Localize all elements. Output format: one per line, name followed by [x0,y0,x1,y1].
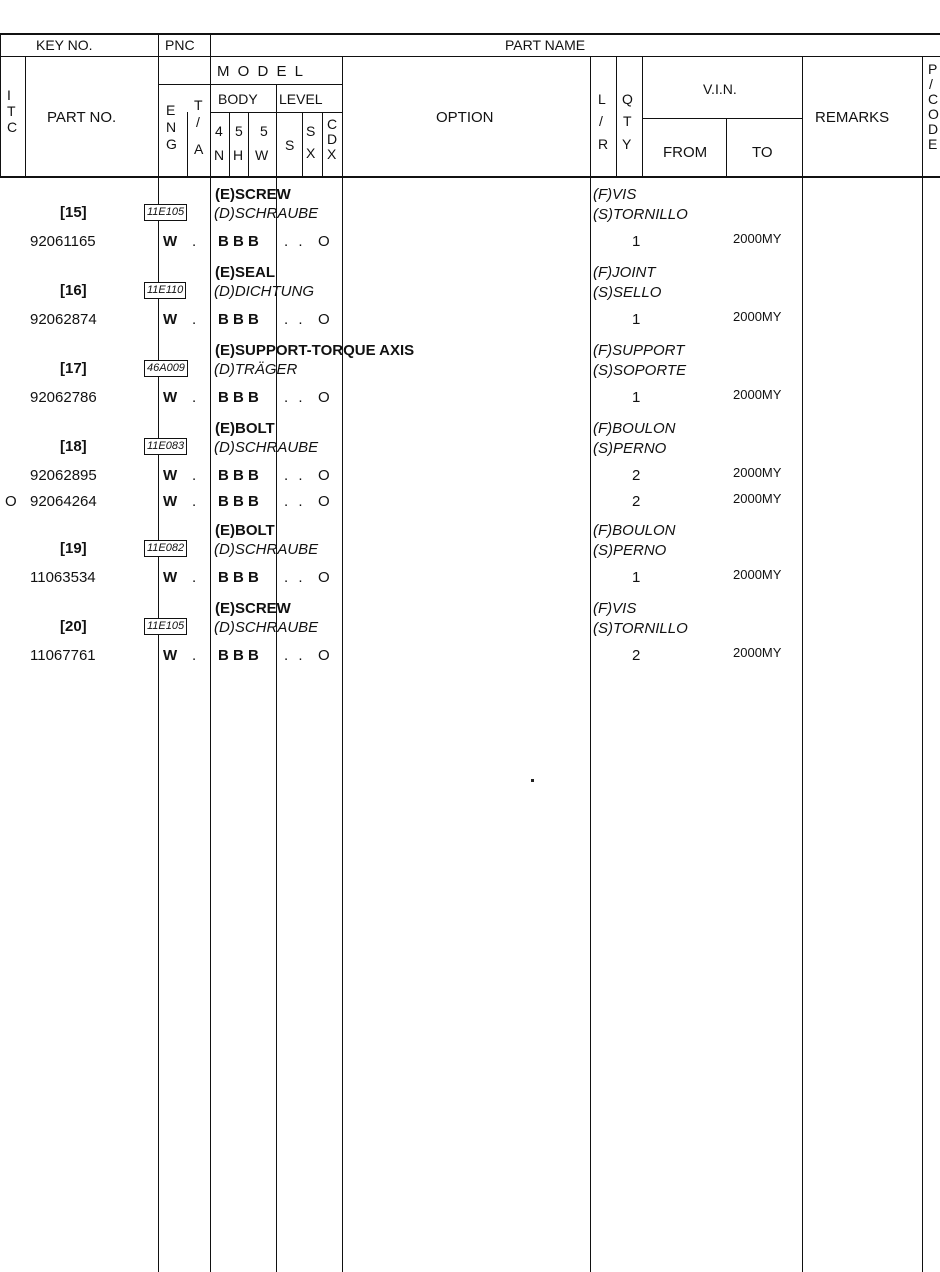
key-no-header: KEY NO. [36,37,93,53]
col-line-vin [642,56,643,178]
pnc-box: 11E082 [144,540,187,557]
eng-code: W [163,233,179,250]
part-name-fr: (F)SUPPORT [593,342,685,359]
body-codes: B B B [218,647,259,664]
pnc-header: PNC [165,37,195,53]
ta-header-1: T [194,97,203,113]
header-bottom-border [0,176,940,178]
key-no: [20] [60,618,87,635]
cdx-code: O [318,233,330,250]
part-name-en: (E)BOLT [215,420,275,437]
body-codes: B B B [218,467,259,484]
col-line-pnc [210,33,211,1272]
part-name-en: (E)SUPPORT-TORQUE AXIS [215,342,415,359]
eng-code: W [163,647,179,664]
part-name-es: (S)PERNO [593,440,667,457]
level-s-header: S [285,137,295,153]
pcode-header-5: D [928,121,939,137]
vin-to-header: TO [752,144,773,161]
part-number: 92061165 [30,233,96,250]
eng-header-3: G [166,136,177,152]
col-line-remarks [802,56,803,1272]
eng-header-2: N [166,119,177,135]
level-cdx-header-1: C [327,116,338,132]
pcode-header-4: O [928,106,939,122]
cdx-code: O [318,389,330,406]
part-name-de: (D)DICHTUNG [214,283,314,300]
col-line-itc [25,56,26,178]
key-no: [16] [60,282,87,299]
vin-to: 2000MY [733,567,782,582]
itc-header-2: T [7,103,16,119]
vin-to: 2000MY [733,645,782,660]
eng-code: W [163,467,179,484]
col-line-level-2 [322,112,323,178]
level-codes: . . [284,493,306,510]
remarks-header: REMARKS [815,109,890,126]
option-header: OPTION [436,109,494,126]
ta-code: . [192,311,197,328]
ta-header-2: / [196,114,200,130]
model-header: M O D E L [217,63,306,80]
body-col-4: 4 [215,123,223,139]
col-line-option [342,56,343,1272]
col-line-lr [590,56,591,1272]
part-no-header: PART NO. [47,109,117,126]
part-name-de: (D)SCHRAUBE [214,439,319,456]
ta-code: . [192,389,197,406]
part-name-de: (D)SCHRAUBE [214,541,319,558]
body-header: BODY [218,91,258,107]
eng-code: W [163,493,179,510]
level-sx-header-1: S [306,123,316,139]
ta-code: . [192,493,197,510]
part-name-de: (D)SCHRAUBE [214,205,319,222]
vin-header: V.I.N. [703,81,737,97]
col-line-body-2 [248,112,249,178]
body-col-5h: 5 [235,123,243,139]
header-divider-1 [0,56,940,57]
lr-header-2: / [599,113,603,129]
body-codes: B B B [218,569,259,586]
cdx-code: O [318,467,330,484]
eng-code: W [163,311,179,328]
part-number: 11063534 [30,569,96,586]
pnc-box: 46A009 [144,360,188,377]
level-codes: . . [284,569,306,586]
part-name-es: (S)SELLO [593,284,662,301]
vin-to: 2000MY [733,309,782,324]
qty-header-1: Q [622,91,633,107]
header-divider-vin [642,118,802,119]
part-name-fr: (F)BOULON [593,420,676,437]
part-name-en: (E)SCREW [215,186,291,203]
part-number: 92062874 [30,311,97,328]
table-top-border [0,33,940,35]
pcode-header-6: E [928,136,938,152]
cdx-code: O [318,569,330,586]
body-col-h: H [233,147,244,163]
pnc-box: 11E083 [144,438,187,455]
ta-header-3: A [194,141,204,157]
vin-to: 2000MY [733,387,782,402]
col-line-body-1 [229,112,230,178]
lr-header-1: L [598,91,606,107]
key-no: [18] [60,438,87,455]
quantity: 1 [632,233,641,250]
body-col-n: N [214,147,225,163]
quantity: 1 [632,389,641,406]
body-col-5w: 5 [260,123,268,139]
quantity: 2 [632,493,641,510]
part-number: 11067761 [30,647,96,664]
vin-to: 2000MY [733,231,782,246]
quantity: 2 [632,467,641,484]
eng-header-1: E [166,102,176,118]
quantity: 2 [632,647,641,664]
ta-code: . [192,233,197,250]
part-name-en: (E)BOLT [215,522,275,539]
body-codes: B B B [218,233,259,250]
qty-header-2: T [623,113,632,129]
part-name-header: PART NAME [505,37,586,53]
level-codes: . . [284,233,306,250]
header-divider-model [158,84,342,85]
part-name-es: (S)TORNILLO [593,620,688,637]
part-name-es: (S)SOPORTE [593,362,687,379]
level-cdx-header-2: D [327,131,338,147]
body-codes: B B B [218,493,259,510]
col-line-body-level [276,84,277,1272]
quantity: 1 [632,311,641,328]
level-cdx-header-3: X [327,146,337,162]
cdx-code: O [318,493,330,510]
itc-header-3: C [7,119,18,135]
pnc-box: 11E105 [144,204,187,221]
part-number: 92062895 [30,467,97,484]
part-number: 92064264 [30,493,97,510]
level-sx-header-2: X [306,145,316,161]
vin-from-header: FROM [663,144,708,161]
col-line-pcode [922,56,923,1272]
pcode-header-1: P [928,61,938,77]
level-codes: . . [284,467,306,484]
part-name-de: (D)TRÄGER [214,361,298,378]
pcode-header-3: C [928,91,939,107]
ta-code: . [192,467,197,484]
key-no: [19] [60,540,87,557]
eng-code: W [163,389,179,406]
part-name-fr: (F)VIS [593,186,637,203]
lr-header-3: R [598,136,609,152]
body-col-w: W [255,147,269,163]
level-codes: . . [284,389,306,406]
col-line-level-1 [302,112,303,178]
part-name-fr: (F)BOULON [593,522,676,539]
body-codes: B B B [218,311,259,328]
key-no: [17] [60,360,87,377]
part-name-es: (S)PERNO [593,542,667,559]
part-name-fr: (F)JOINT [593,264,656,281]
pnc-box: 11E105 [144,618,187,635]
col-line-from-to [726,118,727,178]
part-number: 92062786 [30,389,97,406]
ta-code: . [192,647,197,664]
ta-code: . [192,569,197,586]
col-line-qty [616,56,617,178]
part-name-de: (D)SCHRAUBE [214,619,319,636]
col-line-eng [187,112,188,178]
itc-header-1: I [7,87,11,103]
quantity: 1 [632,569,641,586]
level-codes: . . [284,311,306,328]
body-codes: B B B [218,389,259,406]
level-header: LEVEL [279,91,323,107]
pcode-header-2: / [929,76,933,92]
part-name-en: (E)SEAL [215,264,275,281]
qty-header-3: Y [622,136,632,152]
level-codes: . . [284,647,306,664]
left-border [0,33,1,178]
vin-to: 2000MY [733,465,782,480]
pnc-box: 11E110 [144,282,186,299]
part-name-es: (S)TORNILLO [593,206,688,223]
vin-to: 2000MY [733,491,782,506]
itc-code: O [5,493,17,510]
scan-speck [531,779,534,782]
part-name-fr: (F)VIS [593,600,637,617]
part-name-en: (E)SCREW [215,600,291,617]
cdx-code: O [318,311,330,328]
key-no: [15] [60,204,87,221]
eng-code: W [163,569,179,586]
cdx-code: O [318,647,330,664]
